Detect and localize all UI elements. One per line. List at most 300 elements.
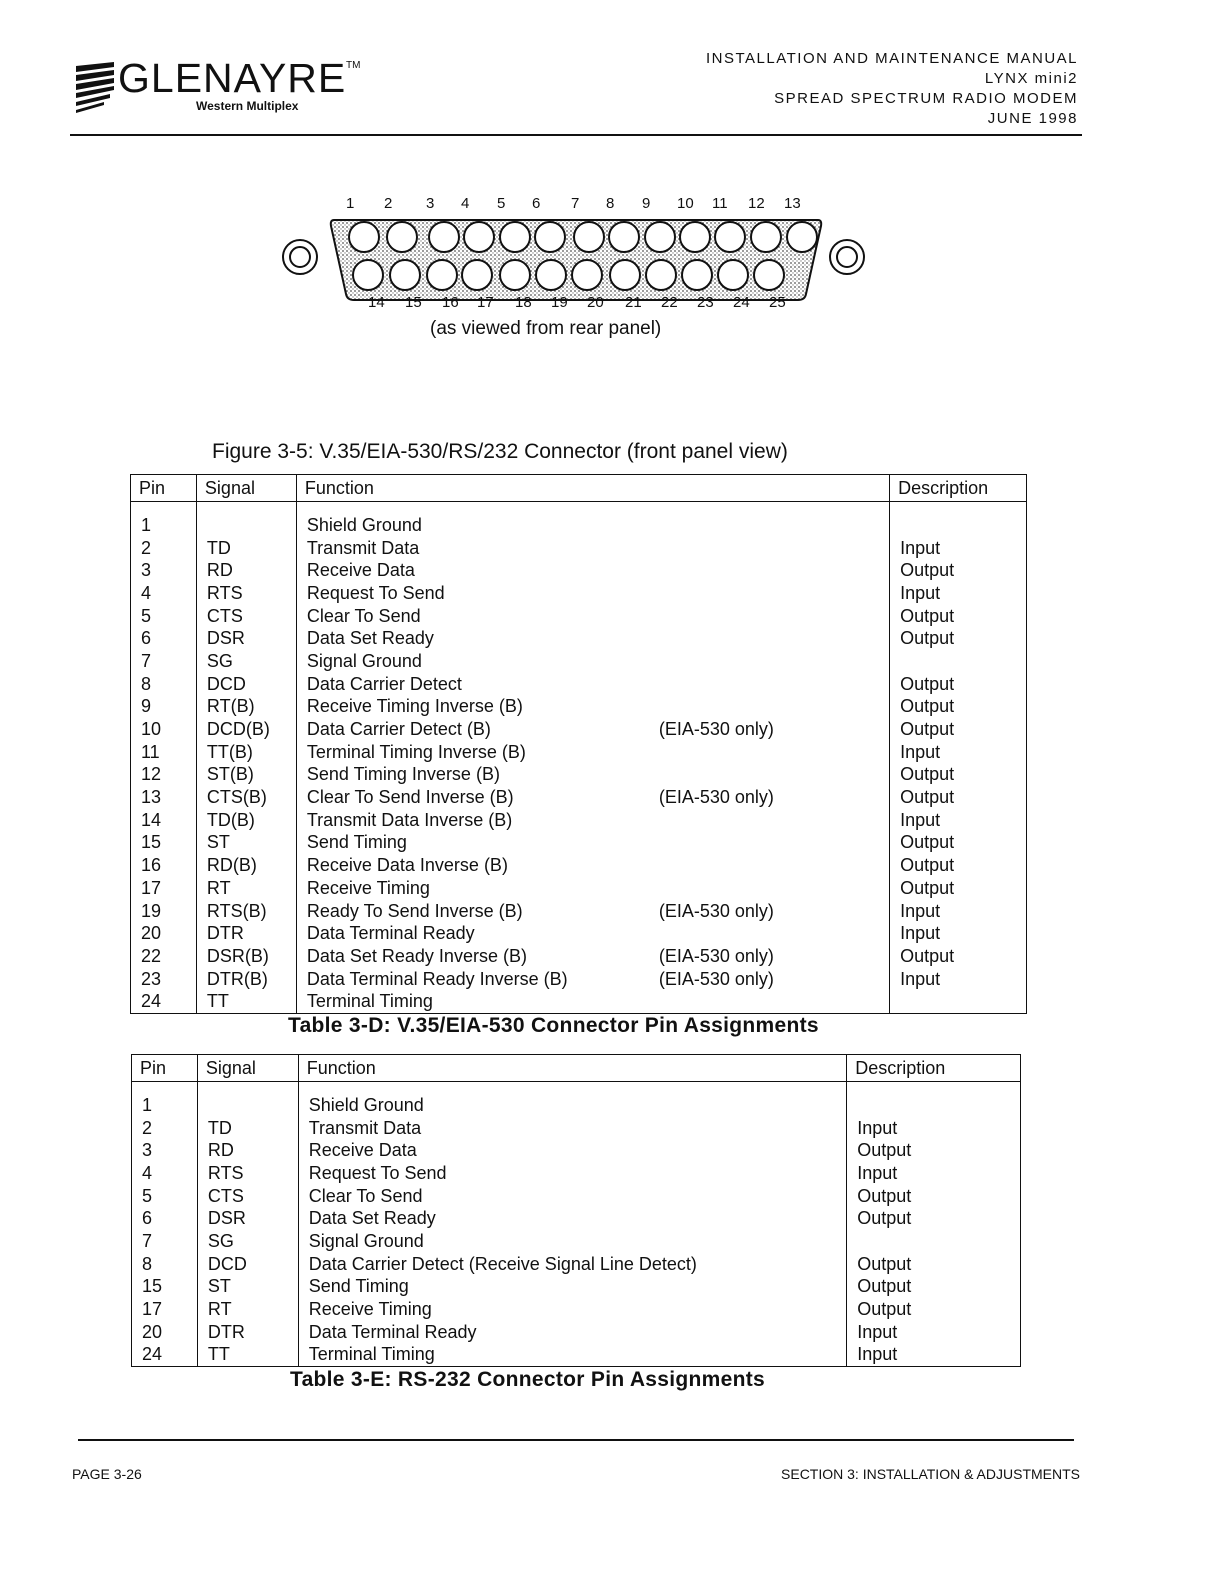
signal-cell-text: DCD: [207, 1253, 247, 1274]
header-product-name: LYNX mini2: [984, 70, 1078, 87]
signal-cell-text: ST: [207, 1276, 231, 1297]
pin-hole: [390, 260, 420, 290]
pin-hole: [787, 222, 817, 252]
col-header-pin: Pin: [132, 1055, 198, 1082]
table-row: [131, 854, 1027, 877]
function-cell-text: Signal Ground: [306, 650, 422, 671]
pin-hole: [572, 260, 602, 290]
description-cell-text: Output: [900, 855, 955, 876]
table-row: [132, 1344, 1021, 1367]
pin-number-label: 5: [497, 195, 506, 212]
signal-cell: [197, 1276, 298, 1299]
signal-cell: [196, 832, 296, 855]
pin-cell-text: 2: [142, 1117, 153, 1138]
signal-cell-text: DTR: [206, 923, 244, 944]
signal-cell: [196, 673, 296, 696]
pin-hole: [536, 260, 566, 290]
pin-hole: [349, 222, 379, 252]
pin-hole: [353, 260, 383, 290]
signal-cell: [196, 900, 296, 923]
pin-cell-text: 22: [141, 945, 162, 966]
signal-cell: [197, 1117, 298, 1140]
table-row: [132, 1253, 1021, 1276]
table-row: [131, 900, 1027, 923]
signal-cell-text: RD: [207, 1140, 234, 1161]
table-header-row: [132, 1055, 1021, 1082]
signal-cell: [196, 650, 296, 673]
pin-cell: [131, 514, 197, 537]
pin-number-label: 7: [571, 195, 580, 212]
description-cell: [890, 900, 1027, 923]
pin-number-label: 1: [346, 195, 355, 212]
signal-cell-text: RT: [206, 877, 231, 898]
pin-hole: [718, 260, 748, 290]
description-cell-text: Input: [857, 1117, 898, 1138]
signal-cell-text: DTR(B): [206, 968, 268, 989]
signal-cell-text: TT: [207, 1344, 230, 1365]
function-cell: [298, 1230, 846, 1253]
description-cell: [890, 922, 1027, 945]
pin-cell-text: 24: [142, 1344, 163, 1365]
function-cell: [296, 945, 889, 968]
table-row: [131, 786, 1027, 809]
screw-right-icon: [830, 240, 864, 274]
table-row: [132, 1094, 1021, 1117]
pin-cell-text: 23: [141, 968, 162, 989]
pin-number-label: 25: [769, 294, 786, 311]
description-cell-text: Output: [900, 787, 955, 808]
pin-cell-text: 16: [141, 855, 162, 876]
pin-cell: [132, 1139, 198, 1162]
signal-cell-text: SG: [206, 650, 233, 671]
pin-hole: [535, 222, 565, 252]
pin-cell-text: 3: [141, 560, 152, 581]
pin-hole: [645, 222, 675, 252]
table-row: [131, 945, 1027, 968]
function-cell-text: Receive Data: [306, 560, 415, 581]
description-cell-text: Input: [900, 537, 941, 558]
signal-cell: [196, 627, 296, 650]
function-cell-text: Data Set Ready: [306, 628, 434, 649]
signal-cell: [197, 1185, 298, 1208]
screw-left-icon: [283, 240, 317, 274]
signal-cell: [197, 1162, 298, 1185]
pin-number-label: 21: [625, 294, 642, 311]
pin-hole: [500, 222, 530, 252]
description-cell: [890, 605, 1027, 628]
function-cell: [298, 1162, 846, 1185]
signal-cell: [197, 1230, 298, 1253]
signal-cell-text: DCD(B): [206, 719, 270, 740]
description-cell: [890, 673, 1027, 696]
pin-hole: [646, 260, 676, 290]
pin-cell: [131, 945, 197, 968]
table-row: [131, 832, 1027, 855]
table-row: [131, 718, 1027, 741]
pin-cell-text: 11: [141, 741, 160, 762]
pin-number-label: 3: [426, 195, 435, 212]
description-cell: [890, 832, 1027, 855]
pin-cell: [131, 559, 197, 582]
pin-cell-text: 19: [141, 900, 162, 921]
description-cell: [847, 1117, 1021, 1140]
function-cell: [298, 1276, 846, 1299]
table-e-caption: Table 3-E: RS-232 Connector Pin Assignments: [290, 1368, 765, 1391]
signal-cell: [197, 1298, 298, 1321]
pin-cell: [131, 696, 197, 719]
table-row: [131, 809, 1027, 832]
signal-cell: [196, 764, 296, 787]
function-cell: [296, 514, 889, 537]
signal-cell-text: RD(B): [206, 855, 257, 876]
pin-cell: [132, 1094, 198, 1117]
table-row: [131, 605, 1027, 628]
pin-cell: [131, 605, 197, 628]
signal-cell-text: DSR(B): [206, 945, 269, 966]
pin-cell-text: 20: [141, 923, 162, 944]
table-d-caption: Table 3-D: V.35/EIA-530 Connector Pin Assignments: [288, 1014, 819, 1037]
logo-stripes-icon: [74, 62, 118, 118]
pin-cell: [132, 1117, 198, 1140]
signal-cell: [196, 877, 296, 900]
signal-cell-text: SG: [207, 1230, 234, 1251]
function-cell-text: Data Set Ready Inverse (B): [306, 945, 527, 966]
pin-cell: [131, 854, 197, 877]
pin-number-label: 24: [733, 294, 750, 311]
pin-cell-text: 2: [141, 537, 152, 558]
function-cell: [296, 741, 889, 764]
signal-cell: [197, 1321, 298, 1344]
function-cell-text: Transmit Data: [308, 1117, 422, 1138]
description-cell: [847, 1276, 1021, 1299]
figure-caption: Figure 3-5: V.35/EIA-530/RS/232 Connector (front panel view): [212, 440, 788, 463]
pin-cell-text: 15: [142, 1276, 163, 1297]
signal-cell-text: CTS: [206, 605, 243, 626]
pin-number-label: 12: [748, 195, 765, 212]
function-cell-text: Terminal Timing: [306, 991, 433, 1012]
function-cell: [296, 877, 889, 900]
description-cell: [890, 945, 1027, 968]
pin-cell-text: 20: [142, 1321, 163, 1342]
pin-hole: [427, 260, 457, 290]
function-cell: [296, 696, 889, 719]
function-cell: [296, 854, 889, 877]
pin-hole: [387, 222, 417, 252]
signal-cell: [196, 990, 296, 1013]
description-cell: [847, 1230, 1021, 1253]
pin-number-label: 13: [784, 195, 801, 212]
function-cell-text: Receive Data Inverse (B): [306, 855, 508, 876]
description-cell-text: Input: [857, 1344, 898, 1365]
table-row: [131, 537, 1027, 560]
description-cell-text: Output: [900, 673, 955, 694]
description-cell: [847, 1321, 1021, 1344]
description-cell: [847, 1162, 1021, 1185]
description-cell-text: Output: [900, 719, 955, 740]
pin-cell-text: 17: [142, 1299, 163, 1320]
description-cell: [890, 968, 1027, 991]
connector-view-caption: (as viewed from rear panel): [430, 318, 662, 339]
function-cell: [296, 537, 889, 560]
signal-cell: [196, 968, 296, 991]
function-cell: [296, 582, 889, 605]
signal-cell: [197, 1207, 298, 1230]
pin-cell-text: 4: [142, 1162, 153, 1183]
pin-cell: [132, 1298, 198, 1321]
description-cell-text: Input: [900, 809, 941, 830]
function-cell: [296, 809, 889, 832]
signal-cell: [196, 605, 296, 628]
pin-cell: [131, 922, 197, 945]
pin-cell: [131, 718, 197, 741]
function-cell-text: Transmit Data Inverse (B): [306, 809, 513, 830]
signal-cell: [196, 514, 296, 537]
signal-cell-text: DSR: [206, 628, 245, 649]
pin-cell: [131, 968, 197, 991]
pin-cell-text: 5: [142, 1185, 153, 1206]
pin-cell-text: 3: [142, 1140, 153, 1161]
pin-cell: [131, 537, 197, 560]
pin-hole: [715, 222, 745, 252]
pin-hole: [429, 222, 459, 252]
function-cell: [298, 1344, 846, 1367]
signal-cell: [197, 1344, 298, 1367]
function-cell-text: Data Carrier Detect (Receive Signal Line Detect): [308, 1253, 697, 1274]
function-cell-text: Signal Ground: [308, 1230, 424, 1251]
description-cell-text: Output: [857, 1299, 912, 1320]
function-cell: [296, 990, 889, 1013]
eia530-note: (EIA-530 only): [658, 787, 774, 808]
description-cell-text: Output: [857, 1140, 912, 1161]
table-row: [131, 696, 1027, 719]
function-cell: [298, 1321, 846, 1344]
description-cell: [847, 1253, 1021, 1276]
pin-cell-text: 9: [141, 696, 152, 717]
table-row: [131, 559, 1027, 582]
description-cell: [890, 718, 1027, 741]
table-row: [131, 514, 1027, 537]
footer-rule: [78, 1439, 1074, 1441]
col-header-pin: Pin: [131, 475, 197, 502]
function-cell: [296, 832, 889, 855]
pin-cell: [132, 1230, 198, 1253]
pin-cell: [131, 627, 197, 650]
function-cell: [296, 764, 889, 787]
pin-cell-text: 6: [142, 1208, 153, 1229]
signal-cell: [196, 922, 296, 945]
pin-cell: [131, 764, 197, 787]
description-cell-text: Output: [900, 832, 955, 853]
pin-cell: [132, 1162, 198, 1185]
function-cell-text: Request To Send: [306, 582, 445, 603]
signal-cell: [196, 696, 296, 719]
signal-cell-text: RT(B): [206, 696, 255, 717]
pin-number-label: 17: [477, 294, 494, 311]
table-row: [131, 582, 1027, 605]
signal-cell: [196, 854, 296, 877]
table-row: [132, 1207, 1021, 1230]
function-cell-text: Data Terminal Ready: [308, 1321, 477, 1342]
function-cell-text: Send Timing: [306, 832, 407, 853]
pin-cell: [131, 786, 197, 809]
function-cell-text: Data Terminal Ready Inverse (B): [306, 968, 568, 989]
col-header-description: Description: [890, 475, 1027, 502]
signal-cell: [197, 1094, 298, 1117]
function-cell: [296, 786, 889, 809]
pin-cell-text: 10: [141, 719, 162, 740]
signal-cell: [197, 1139, 298, 1162]
col-header-function: Function: [296, 475, 889, 502]
description-cell: [890, 786, 1027, 809]
signal-cell-text: TT(B): [206, 741, 253, 762]
description-cell: [847, 1185, 1021, 1208]
description-cell: [890, 537, 1027, 560]
description-cell: [890, 741, 1027, 764]
pin-cell: [132, 1253, 198, 1276]
eia530-note: (EIA-530 only): [658, 968, 774, 989]
table-row: [132, 1321, 1021, 1344]
signal-cell: [196, 945, 296, 968]
pin-cell: [131, 650, 197, 673]
header-manual-title: INSTALLATION AND MAINTENANCE MANUAL: [706, 50, 1078, 67]
description-cell: [890, 854, 1027, 877]
table-row: [131, 877, 1027, 900]
header-product-type: SPREAD SPECTRUM RADIO MODEM: [774, 90, 1078, 107]
function-cell-text: Terminal Timing Inverse (B): [306, 741, 526, 762]
signal-cell-text: RT: [207, 1299, 232, 1320]
pin-cell-text: 15: [141, 832, 162, 853]
table-row: [132, 1230, 1021, 1253]
table-row: [131, 764, 1027, 787]
pin-number-label: 19: [551, 294, 568, 311]
description-cell-text: Input: [857, 1162, 898, 1183]
function-cell: [296, 673, 889, 696]
description-cell: [847, 1207, 1021, 1230]
description-cell-text: Input: [900, 968, 941, 989]
pin-hole: [462, 260, 492, 290]
function-cell: [296, 650, 889, 673]
function-cell-text: Receive Timing: [306, 877, 430, 898]
description-cell-text: Output: [900, 945, 955, 966]
pin-cell: [132, 1207, 198, 1230]
table-row: [131, 741, 1027, 764]
pin-hole: [754, 260, 784, 290]
pin-cell-text: 7: [142, 1230, 153, 1251]
col-header-function: Function: [298, 1055, 846, 1082]
description-cell-text: Output: [900, 764, 955, 785]
page-number: PAGE 3-26: [72, 1466, 142, 1482]
pin-cell-text: 24: [141, 991, 162, 1012]
signal-cell-text: TT: [206, 991, 229, 1012]
function-cell-text: Clear To Send: [308, 1185, 423, 1206]
signal-cell-text: DSR: [207, 1208, 246, 1229]
table-row: [131, 990, 1027, 1013]
section-title: SECTION 3: INSTALLATION & ADJUSTMENTS: [781, 1466, 1080, 1482]
function-cell: [296, 900, 889, 923]
pin-cell: [132, 1321, 198, 1344]
table-row: [132, 1117, 1021, 1140]
function-cell-text: Receive Data: [308, 1140, 417, 1161]
header-date: JUNE 1998: [987, 110, 1078, 127]
function-cell: [298, 1139, 846, 1162]
pin-hole: [574, 222, 604, 252]
pin-cell-text: 17: [141, 877, 162, 898]
signal-cell-text: ST(B): [206, 764, 254, 785]
pin-cell-text: 8: [141, 673, 152, 694]
function-cell-text: Data Carrier Detect (B): [306, 719, 491, 740]
pin-number-label: 11: [712, 195, 728, 212]
function-cell-text: Send Timing Inverse (B): [306, 764, 500, 785]
col-header-signal: Signal: [197, 1055, 298, 1082]
rs232-pin-table: [131, 1054, 1021, 1367]
signal-cell-text: RD: [206, 560, 233, 581]
function-cell: [296, 718, 889, 741]
pin-number-label: 18: [515, 294, 532, 311]
signal-cell-text: RTS: [206, 582, 243, 603]
table-row: [132, 1139, 1021, 1162]
description-cell-text: Output: [857, 1253, 912, 1274]
description-cell: [890, 650, 1027, 673]
signal-cell-text: DTR: [207, 1321, 245, 1342]
pin-cell: [131, 832, 197, 855]
signal-cell: [196, 537, 296, 560]
function-cell: [296, 968, 889, 991]
description-cell: [890, 990, 1027, 1013]
pin-cell-text: 13: [141, 787, 162, 808]
function-cell: [298, 1094, 846, 1117]
function-cell-text: Transmit Data: [306, 537, 420, 558]
table-row: [132, 1298, 1021, 1321]
v35-eia530-pin-table: [130, 474, 1027, 1014]
description-cell-text: Input: [857, 1321, 898, 1342]
pin-number-label: 15: [405, 294, 422, 311]
pin-hole: [610, 260, 640, 290]
eia530-note: (EIA-530 only): [658, 900, 774, 921]
table-row: [131, 922, 1027, 945]
function-cell: [298, 1253, 846, 1276]
description-cell-text: Input: [900, 741, 941, 762]
table-row: [131, 673, 1027, 696]
pin-cell: [131, 900, 197, 923]
pin-number-label: 22: [661, 294, 678, 311]
company-logo-subtitle: Western Multiplex: [196, 99, 299, 113]
description-cell-text: Output: [900, 628, 955, 649]
description-cell-text: Output: [857, 1276, 912, 1297]
pin-cell: [131, 673, 197, 696]
pin-cell-text: 12: [141, 764, 162, 785]
description-cell-text: Output: [900, 877, 955, 898]
pin-hole: [751, 222, 781, 252]
eia530-note: (EIA-530 only): [658, 945, 774, 966]
description-cell-text: Output: [900, 696, 955, 717]
pin-cell-text: 8: [142, 1253, 153, 1274]
description-cell-text: Output: [900, 560, 955, 581]
description-cell: [847, 1094, 1021, 1117]
description-cell: [890, 764, 1027, 787]
signal-cell-text: RTS: [207, 1162, 244, 1183]
function-cell: [296, 922, 889, 945]
trademark-mark: TM: [346, 60, 361, 71]
signal-cell-text: DCD: [206, 673, 246, 694]
table-row: [131, 650, 1027, 673]
pin-cell: [131, 741, 197, 764]
table-spacer-row: [132, 1082, 1021, 1095]
signal-cell: [196, 559, 296, 582]
signal-cell-text: RTS(B): [206, 900, 267, 921]
signal-cell-text: TD: [206, 537, 231, 558]
header-rule: [70, 134, 1082, 136]
signal-cell-text: TD(B): [206, 809, 255, 830]
